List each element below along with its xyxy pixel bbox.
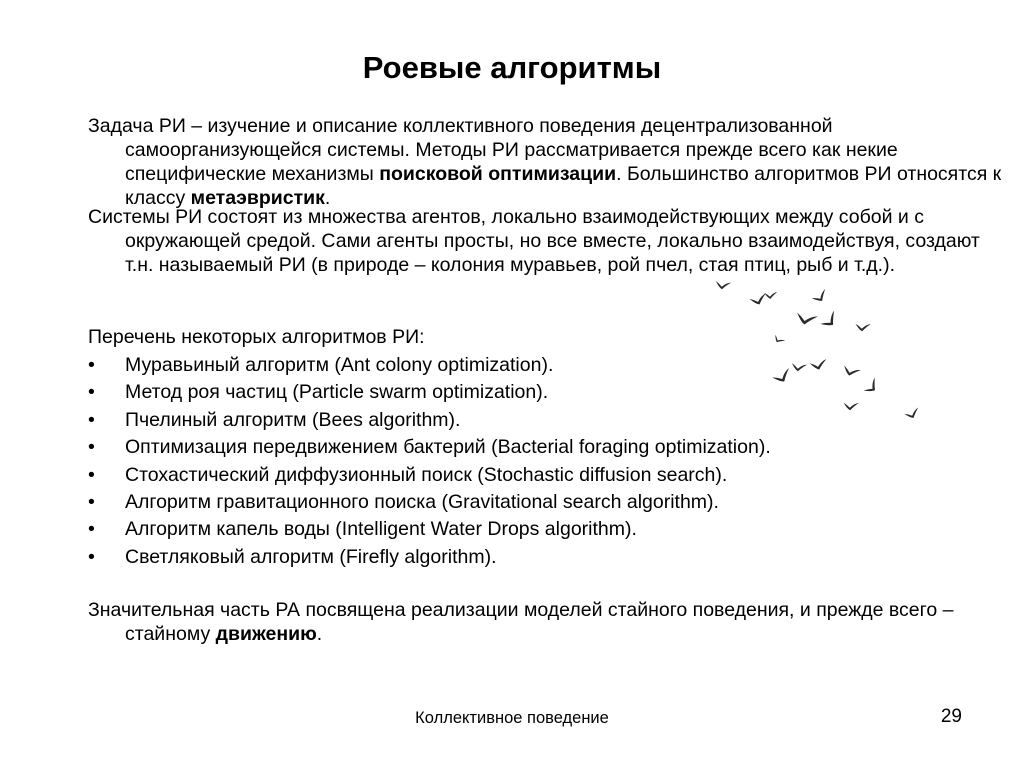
bullet-icon: • — [88, 463, 95, 486]
term-metaheuristics: метаэвристик — [190, 187, 325, 209]
bullet-icon: • — [88, 354, 95, 376]
list-item-text: Пчелиный алгоритм (Bees algorithm). — [125, 408, 461, 431]
page-number: 29 — [940, 706, 962, 727]
bullet-icon: • — [88, 518, 95, 541]
bullet-icon: • — [88, 545, 95, 568]
list-item-text: Оптимизация передвижением бактерий (Bacterial foraging optimization). — [125, 436, 771, 459]
slide-title: Роевые алгоритмы — [362, 50, 662, 85]
bullet-icon: • — [88, 491, 95, 514]
term-search-optimization: поисковой оптимизации — [379, 163, 617, 185]
intro-text-3: . — [324, 187, 331, 209]
list-item-text: Алгоритм капель воды (Intelligent Water Drops algorithm). — [125, 518, 637, 541]
list-item — [88, 462, 771, 489]
bullet-icon: • — [88, 381, 95, 404]
bullet-icon: • — [88, 408, 95, 431]
list-item — [88, 544, 771, 571]
list-item — [88, 379, 771, 406]
list-item-text: Стохастический диффузионный поиск (Stochastic diffusion search). — [125, 463, 728, 486]
intro-text-2: . Большинство алгоритмов РИ относятся к классу — [125, 163, 1002, 209]
list-heading: Перечень некоторых алгоритмов РИ: — [88, 326, 425, 348]
list-item — [88, 407, 771, 434]
list-item — [88, 516, 771, 543]
bullet-icon: • — [88, 436, 95, 459]
conclusion-paragraph — [88, 598, 1005, 646]
list-item — [88, 489, 771, 516]
conclusion-text-1: Значительная часть РА посвящена реализации моделей стайного поведения, и прежде всего – стайному — [88, 599, 954, 645]
term-movement: движению — [215, 623, 317, 645]
bird-flock-icon — [700, 268, 940, 438]
footer-text: Коллективное поведение — [415, 709, 609, 727]
list-item — [88, 434, 771, 461]
list-item-text: Светляковый алгоритм (Firefly algorithm). — [125, 545, 497, 568]
list-item-text: Муравьиный алгоритм (Ant colony optimization). — [125, 354, 554, 376]
intro-text-1: Задача РИ – изучение и описание коллективного поведения децентрализованной самоорганизующейся системы. Методы РИ рассматривается прежде всего как некие специфические механизмы — [88, 115, 898, 185]
agents-paragraph: Системы РИ состоят из множества агентов, локально взаимодействующих между собой и с окружающей средой. Сами агенты просты, но все вместе, локально взаимодействуя, создают т.н. называемый РИ (в природе – колония муравьев, рой пчел, стая птиц, рыб и т.д.). — [88, 206, 980, 276]
list-item-text: Алгоритм гравитационного поиска (Gravitational search algorithm). — [125, 491, 719, 514]
intro-paragraph — [88, 114, 1005, 210]
list-item — [88, 352, 771, 379]
list-item-text: Метод роя частиц (Particle swarm optimization). — [125, 381, 549, 404]
conclusion-text-2: . — [316, 623, 323, 645]
algorithms-list — [88, 352, 771, 571]
